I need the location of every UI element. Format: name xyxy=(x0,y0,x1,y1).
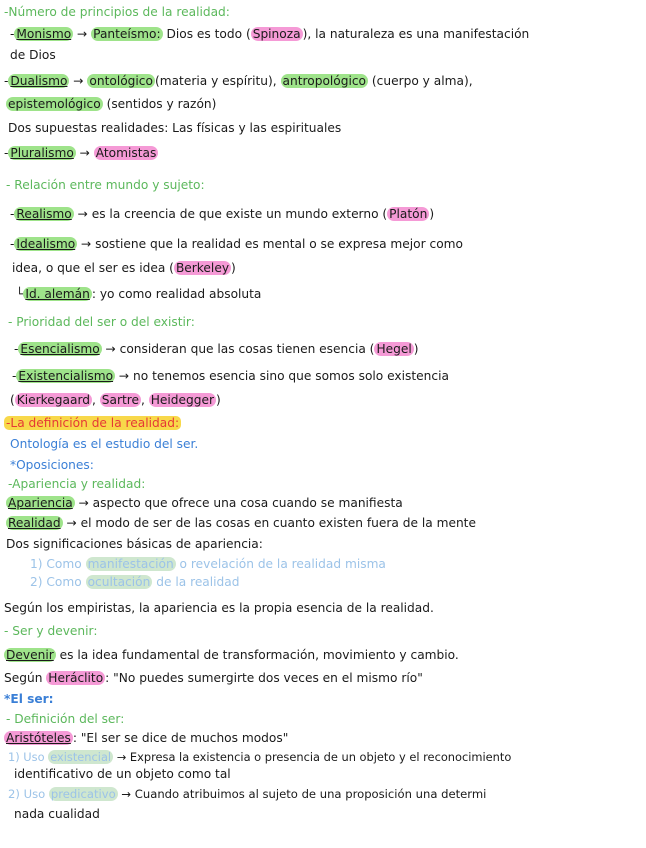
name-kierkegaard: Kierkegaard xyxy=(16,393,90,407)
term-panteismo: Panteísmo: xyxy=(93,27,161,41)
line-realismo: - Realismo → es la creencia de que existe un mundo externo ( Platón ) xyxy=(10,207,435,221)
heading-apariencia-realidad: -Apariencia y realidad: xyxy=(8,477,146,491)
heading-definition-reality: -La definición de la realidad: xyxy=(6,416,180,430)
name-spinoza: Spinoza xyxy=(252,27,301,41)
term-predicativo: predicativo xyxy=(50,787,116,801)
term-realismo: Realismo xyxy=(16,207,72,221)
line-meaning-1: 1) Como manifestación o revelación de la realidad misma xyxy=(30,557,386,571)
name-hegel: Hegel xyxy=(376,342,412,356)
line-two-realities: Dos supuestas realidades: Las físicas y las espirituales xyxy=(8,121,342,135)
line-monismo: - Monismo → Panteísmo: Dios es todo ( Spinoza ), la naturaleza es una manifestación xyxy=(10,27,530,41)
name-heidegger: Heidegger xyxy=(150,393,214,407)
line-apariencia: Apariencia → aspecto que ofrece una cosa cuando se manifiesta xyxy=(8,496,403,510)
line-id-aleman: └ Id. alemán : yo como realidad absoluta xyxy=(16,287,262,301)
heading-number-of-principles: -Número de principios de la realidad: xyxy=(4,5,230,19)
line-two-meanings: Dos significaciones básicas de apariencia: xyxy=(6,537,263,551)
line-ontologia: Ontología es el estudio del ser. xyxy=(10,437,199,451)
line-realidad: Realidad → el modo de ser de las cosas en cuanto existen fuera de la mente xyxy=(8,516,476,530)
name-berkeley: Berkeley xyxy=(175,261,230,275)
line-uso-existencial: 1) Uso existencial → Expresa la existencia o presencia de un objeto y el reconocimiento xyxy=(8,750,512,764)
line-pluralismo: - Pluralismo → Atomistas xyxy=(4,146,157,160)
heading-el-ser: *El ser: xyxy=(4,692,54,706)
term-devenir: Devenir xyxy=(6,648,54,662)
term-ontologico: ontológico xyxy=(89,74,153,88)
line-existencialismo: - Existencialismo → no tenemos esencia sino que somos solo existencia xyxy=(12,369,449,383)
line-uso-predicativo: 2) Uso predicativo → Cuando atribuimos al sujeto de una proposición una determi xyxy=(8,787,487,801)
term-esencialismo: Esencialismo xyxy=(20,342,100,356)
line-aristoteles: Aristóteles : "El ser se dice de muchos modos" xyxy=(6,731,289,745)
heading-priority: - Prioridad del ser o del existir: xyxy=(8,315,195,329)
line-meaning-2: 2) Como ocultación de la realidad xyxy=(30,575,240,589)
term-existencialismo: Existencialismo xyxy=(18,369,114,383)
line-heraclito: Según Heráclito : "No puedes sumergirte dos veces en el mismo río" xyxy=(4,671,423,685)
line-uso-predicativo-cont: nada cualidad xyxy=(14,807,100,821)
line-epistemologico: epistemológico (sentidos y razón) xyxy=(8,97,217,111)
term-ocultacion: ocultación xyxy=(87,575,151,589)
term-idealismo: Idealismo xyxy=(16,237,76,251)
term-pluralismo: Pluralismo xyxy=(10,146,74,160)
name-aristoteles: Aristóteles xyxy=(6,731,71,745)
line-dualismo: - Dualismo → ontológico (materia y espíritu), antropológico (cuerpo y alma), xyxy=(4,74,473,88)
heading-world-subject: - Relación entre mundo y sujeto: xyxy=(6,178,205,192)
line-monismo-cont: de Dios xyxy=(10,48,56,62)
term-realidad: Realidad xyxy=(8,516,61,530)
heading-ser-devenir: - Ser y devenir: xyxy=(4,624,98,638)
term-dualismo: Dualismo xyxy=(10,74,68,88)
line-uso-existencial-cont: identificativo de un objeto como tal xyxy=(14,767,231,781)
line-devenir: Devenir es la idea fundamental de transformación, movimiento y cambio. xyxy=(6,648,459,662)
name-heraclito: Heráclito xyxy=(48,671,104,685)
term-existencial: existencial xyxy=(50,750,112,764)
term-manifestacion: manifestación xyxy=(87,557,174,571)
line-empiristas: Según los empiristas, la apariencia es la propia esencia de la realidad. xyxy=(4,601,434,615)
name-atomistas: Atomistas xyxy=(95,146,157,160)
line-idealismo: - Idealismo → sostiene que la realidad es mental o se expresa mejor como xyxy=(10,237,464,251)
term-id-aleman: Id. alemán xyxy=(25,287,90,301)
line-idealismo-cont: idea, o que el ser es idea ( Berkeley ) xyxy=(12,261,236,275)
line-esencialismo: - Esencialismo → consideran que las cosas tienen esencia ( Hegel ) xyxy=(14,342,419,356)
term-apariencia: Apariencia xyxy=(8,496,73,510)
name-sartre: Sartre xyxy=(101,393,139,407)
term-monismo: Monismo xyxy=(16,27,72,41)
term-epistemologico: epistemológico xyxy=(8,97,101,111)
term-antropologico: antropológico xyxy=(282,74,367,88)
line-existencialistas: ( Kierkegaard , Sartre , Heidegger ) xyxy=(10,393,221,407)
name-platon: Platón xyxy=(389,207,428,221)
heading-oposiciones: *Oposiciones: xyxy=(10,458,94,472)
heading-definition-ser: - Definición del ser: xyxy=(6,712,125,726)
